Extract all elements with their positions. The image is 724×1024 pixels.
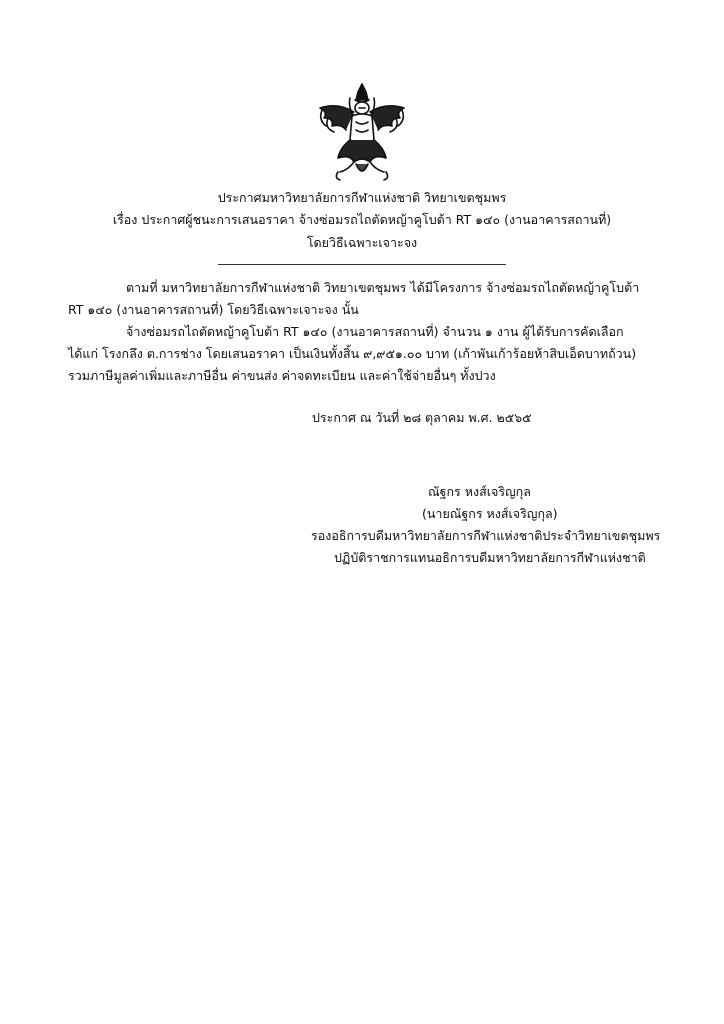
signature-name-parenthesized: (นายณัฐกร หงส์เจริญกุล) <box>422 506 558 521</box>
paragraph-2-line-3: รวมภาษีมูลค่าเพิ่มและภาษีอื่น ค่าขนส่ง ค่าจดทะเบียน และค่าใช้จ่ายอื่นๆ ทั้งปวง <box>68 368 496 383</box>
paragraph-1-line-2: RT ๑๔๐ (งานอาคารสถานที่) โดยวิธีเฉพาะเจาะจง นั้น <box>68 302 359 317</box>
paragraph-2-line-2: ได้แก่ โรงกลึง ต.การช่าง โดยเสนอราคา เป็นเงินทั้งสิ้น ๙,๙๕๑.๐๐ บาท (เก้าพันเก้าร้อยห้าสิบเอ็ดบาทถ้วน) <box>68 346 637 361</box>
announcement-date: ประกาศ ณ วันที่ ๒๘ ตุลาคม พ.ศ. ๒๕๖๕ <box>312 410 532 425</box>
header-method: โดยวิธีเฉพาะเจาะจง <box>306 235 418 250</box>
header-divider <box>218 264 506 265</box>
signature-position: รองอธิการบดีมหาวิทยาลัยการกีฬาแห่งชาติประจำวิทยาเขตชุมพร <box>311 528 661 543</box>
header-subject: เรื่อง ประกาศผู้ชนะการเสนอราคา จ้างซ่อมรถไถตัดหญ้าคูโบต้า RT ๑๔๐ (งานอาคารสถานที่) <box>112 212 612 227</box>
garuda-emblem-icon <box>310 82 414 182</box>
signature-name: ณัฐกร หงส์เจริญกุล <box>428 484 531 499</box>
signature-acting-for: ปฏิบัติราชการแทนอธิการบดีมหาวิทยาลัยการกีฬาแห่งชาติ <box>334 550 646 565</box>
paragraph-1-line-1: ตามที่ มหาวิทยาลัยการกีฬาแห่งชาติ วิทยาเขตชุมพร ได้มีโครงการ จ้างซ่อมรถไถตัดหญ้าคูโบต้า <box>126 280 640 295</box>
paragraph-2-line-1: จ้างซ่อมรถไถตัดหญ้าคูโบต้า RT ๑๔๐ (งานอาคารสถานที่) จำนวน ๑ งาน ผู้ได้รับการคัดเลือก <box>126 324 624 339</box>
header-title: ประกาศมหาวิทยาลัยการกีฬาแห่งชาติ วิทยาเขตชุมพร <box>217 190 507 205</box>
